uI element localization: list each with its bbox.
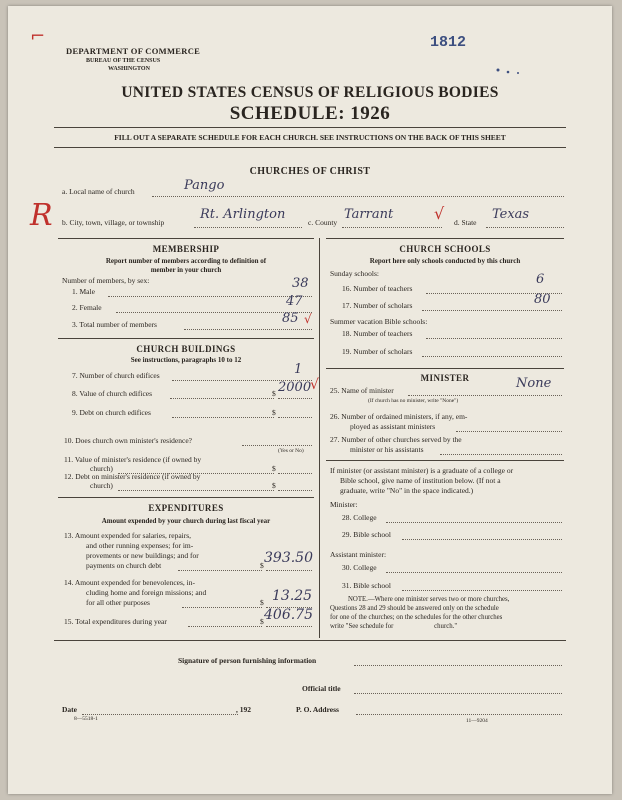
q27-line-2: minister or his assistants [350,445,424,454]
male-line [108,296,312,297]
city-label: b. City, town, village, or township [62,218,165,227]
q12-label-2: church) [90,481,113,490]
official-title-line[interactable] [354,693,562,694]
county-label: c. County [308,218,338,227]
state-value[interactable]: Texas [492,207,530,222]
final-note-2: Questions 28 and 29 should be answered only on the schedule [330,605,499,612]
q26-line-2: ployed as assistant ministers [350,422,436,431]
po-address-line[interactable] [356,714,562,715]
q12-label-1: 12. Debt on minister's residence (if owned by [64,472,201,481]
graduate-note-1: If minister (or assistant minister) is a graduate of a college or [330,466,514,475]
q26-line [456,431,562,432]
instructions: FILL OUT A SEPARATE SCHEDULE FOR EACH CHURCH. SEE INSTRUCTIONS ON THE BACK OF THIS SHEET [114,133,506,142]
print-number: 11—9204 [466,718,488,724]
q15-amount-line [266,626,312,627]
vacation-schools-label: Summer vacation Bible schools: [330,317,428,326]
q8-amount-line [278,398,312,399]
expenditures-top-rule [58,497,314,498]
bureau-name: BUREAU OF THE CENSUS [86,58,161,64]
red-r-mark: R [30,198,53,233]
q13-amount-line [266,570,312,571]
official-title-label: Official title [302,684,341,693]
q25-note: (If church has no minister, write "None") [368,398,459,404]
county-tick: √ [434,204,445,223]
assistant-minister-label: Assistant minister: [330,550,387,559]
q12-line [118,490,274,491]
schools-note: Report here only schools conducted by this church [369,257,521,265]
pencil-mark: ⌐ [30,26,46,47]
date-line[interactable] [82,714,238,715]
q8-label: 8. Value of church edifices [72,389,153,398]
minister-heading: MINISTER [420,373,470,383]
church-name-label: a. Local name of church [62,187,135,196]
city-name: WASHINGTON [108,66,150,72]
buildings-note: See instructions, paragraphs 10 to 12 [130,356,242,364]
q10-line [242,445,312,446]
graduate-note-3: graduate, write "No" in the space indicated.) [340,486,474,495]
church-name-value[interactable]: Pango [184,178,225,193]
q8-dollar: $ [272,389,276,398]
total-members-value[interactable]: 85 [282,311,299,326]
form-subtitle: SCHEDULE: 1926 [229,103,391,124]
final-note-4: write "See schedule for church." [330,623,458,630]
final-note-1: NOTE.—Where one minister serves two or more churches, [348,596,510,603]
signature-line[interactable] [354,665,562,666]
q14-line-1: 14. Amount expended for benevolences, in- [64,578,196,587]
total-members-tick: √ [304,312,312,326]
q28-label: 28. College [342,513,377,522]
total-members-line [184,329,312,330]
header-rule-1 [54,127,566,128]
q10-label: 10. Does church own minister's residence? [64,436,192,445]
sunday-schools-label: Sunday schools: [330,269,379,278]
q27-line [440,454,562,455]
q19-label: 19. Number of scholars [342,347,413,356]
q16-label: 16. Number of teachers [342,284,413,293]
q9-dollar: $ [272,408,276,417]
q18-label: 18. Number of teachers [342,329,413,338]
q30-label: 30. College [342,563,377,572]
city-line [194,227,302,228]
column-divider [319,238,320,638]
q15-line [188,626,262,627]
male-label: 1. Male [72,287,95,296]
female-value[interactable]: 47 [286,294,303,309]
female-label: 2. Female [72,303,102,312]
q11-dollar: $ [272,464,276,473]
q8-value[interactable]: 2000 [278,380,312,395]
total-members-label: 3. Total number of members [72,320,157,329]
final-note-3: for one of the churches; on the schedules for the other churches [330,614,503,621]
q14-line-2: cluding home and foreign missions; and [86,588,207,597]
po-address-label: P. O. Address [296,705,339,714]
q15-label: 15. Total expenditures during year [64,617,167,626]
department-name: DEPARTMENT OF COMMERCE [66,46,201,56]
minister-top-rule [326,368,564,369]
minister-label: Minister: [330,500,358,509]
year-label: , 192 [236,705,251,714]
q15-value[interactable]: 406.75 [264,607,313,623]
q12-amount-line [278,490,312,491]
signature-label: Signature of person furnishing information [178,656,317,665]
q29-label: 29. Bible school [342,530,391,539]
date-label: Date [62,705,77,714]
q14-dollar: $ [260,598,264,607]
membership-note-2: member in your church [150,266,222,274]
county-line [342,227,442,228]
q8-tick: √ [310,377,319,393]
county-value[interactable]: Tarrant [344,207,394,222]
graduate-top-rule [326,460,564,461]
membership-heading: MEMBERSHIP [152,244,220,254]
q13-line-2: and other running expenses; for im- [86,541,194,550]
male-value[interactable]: 38 [292,276,309,291]
q31-label: 31. Bible school [342,581,391,590]
q14-line-3: for all other purposes [86,598,150,607]
q11-amount-line [278,473,312,474]
q9-amount-line [278,417,312,418]
form-number: 8—5518-1 [74,716,98,722]
q26-line-1: 26. Number of ordained ministers, if any, em- [330,412,468,421]
buildings-top-rule [58,338,314,339]
q31-line [402,590,562,591]
q30-line [386,572,562,573]
expenditures-note: Amount expended by your church during last fiscal year [101,517,271,525]
expenditures-heading: EXPENDITURES [148,503,224,513]
q13-value[interactable]: 393.50 [264,550,313,566]
members-by-sex-label: Number of members, by sex: [62,276,150,285]
header-rule-2 [54,147,566,148]
graduate-note-2: Bible school, give name of institution below. (If not a [340,476,501,485]
q14-value[interactable]: 13.25 [272,588,313,604]
yes-no-hint: (Yes or No) [278,448,304,454]
q13-dollar: $ [260,561,264,570]
membership-note-1: Report number of members according to definition of [105,257,267,265]
q17-value[interactable]: 80 [534,292,551,307]
q27-line-1: 27. Number of other churches served by the [330,435,462,444]
q13-line-1: 13. Amount expended for salaries, repairs, [64,531,192,540]
q9-line [172,417,274,418]
q15-dollar: $ [260,617,264,626]
q9-label: 9. Debt on church edifices [72,408,151,417]
q25-label: 25. Name of minister [330,386,394,395]
q18-line [426,338,562,339]
schools-heading: CHURCH SCHOOLS [399,244,491,254]
state-label: d. State [454,218,477,227]
q25-value[interactable]: None [516,376,552,391]
q28-line [386,522,562,523]
q11-label-2: church) [90,464,113,473]
q17-label: 17. Number of scholars [342,301,413,310]
right-top-rule [326,238,564,239]
q17-line [422,310,562,311]
q11-label-1: 11. Value of minister's residence (if owned by [64,455,202,464]
left-top-rule [58,238,314,239]
census-schedule-page [8,6,612,794]
church-name-line [152,196,564,197]
city-value[interactable]: Rt. Arlington [200,207,286,222]
q16-value[interactable]: 6 [536,272,545,287]
q13-line [178,570,262,571]
footer-top-rule [54,640,566,641]
q12-dollar: $ [272,481,276,490]
denomination: CHURCHES OF CHRIST [249,166,371,177]
q25-line [408,395,562,396]
q13-line-4: payments on church debt [86,561,162,570]
buildings-heading: CHURCH BUILDINGS [136,344,236,354]
q29-line [402,539,562,540]
q7-label: 7. Number of church edifices [72,371,160,380]
form-title: UNITED STATES CENSUS OF RELIGIOUS BODIES [121,84,499,101]
q13-line-3: provements or new buildings; and for [86,551,199,560]
ink-smudge [488,64,528,78]
q19-line [422,356,562,357]
q8-line [170,398,274,399]
state-line [486,227,564,228]
q7-value[interactable]: 1 [294,362,303,377]
q14-line [182,607,262,608]
stamp-number: 1812 [430,34,467,51]
